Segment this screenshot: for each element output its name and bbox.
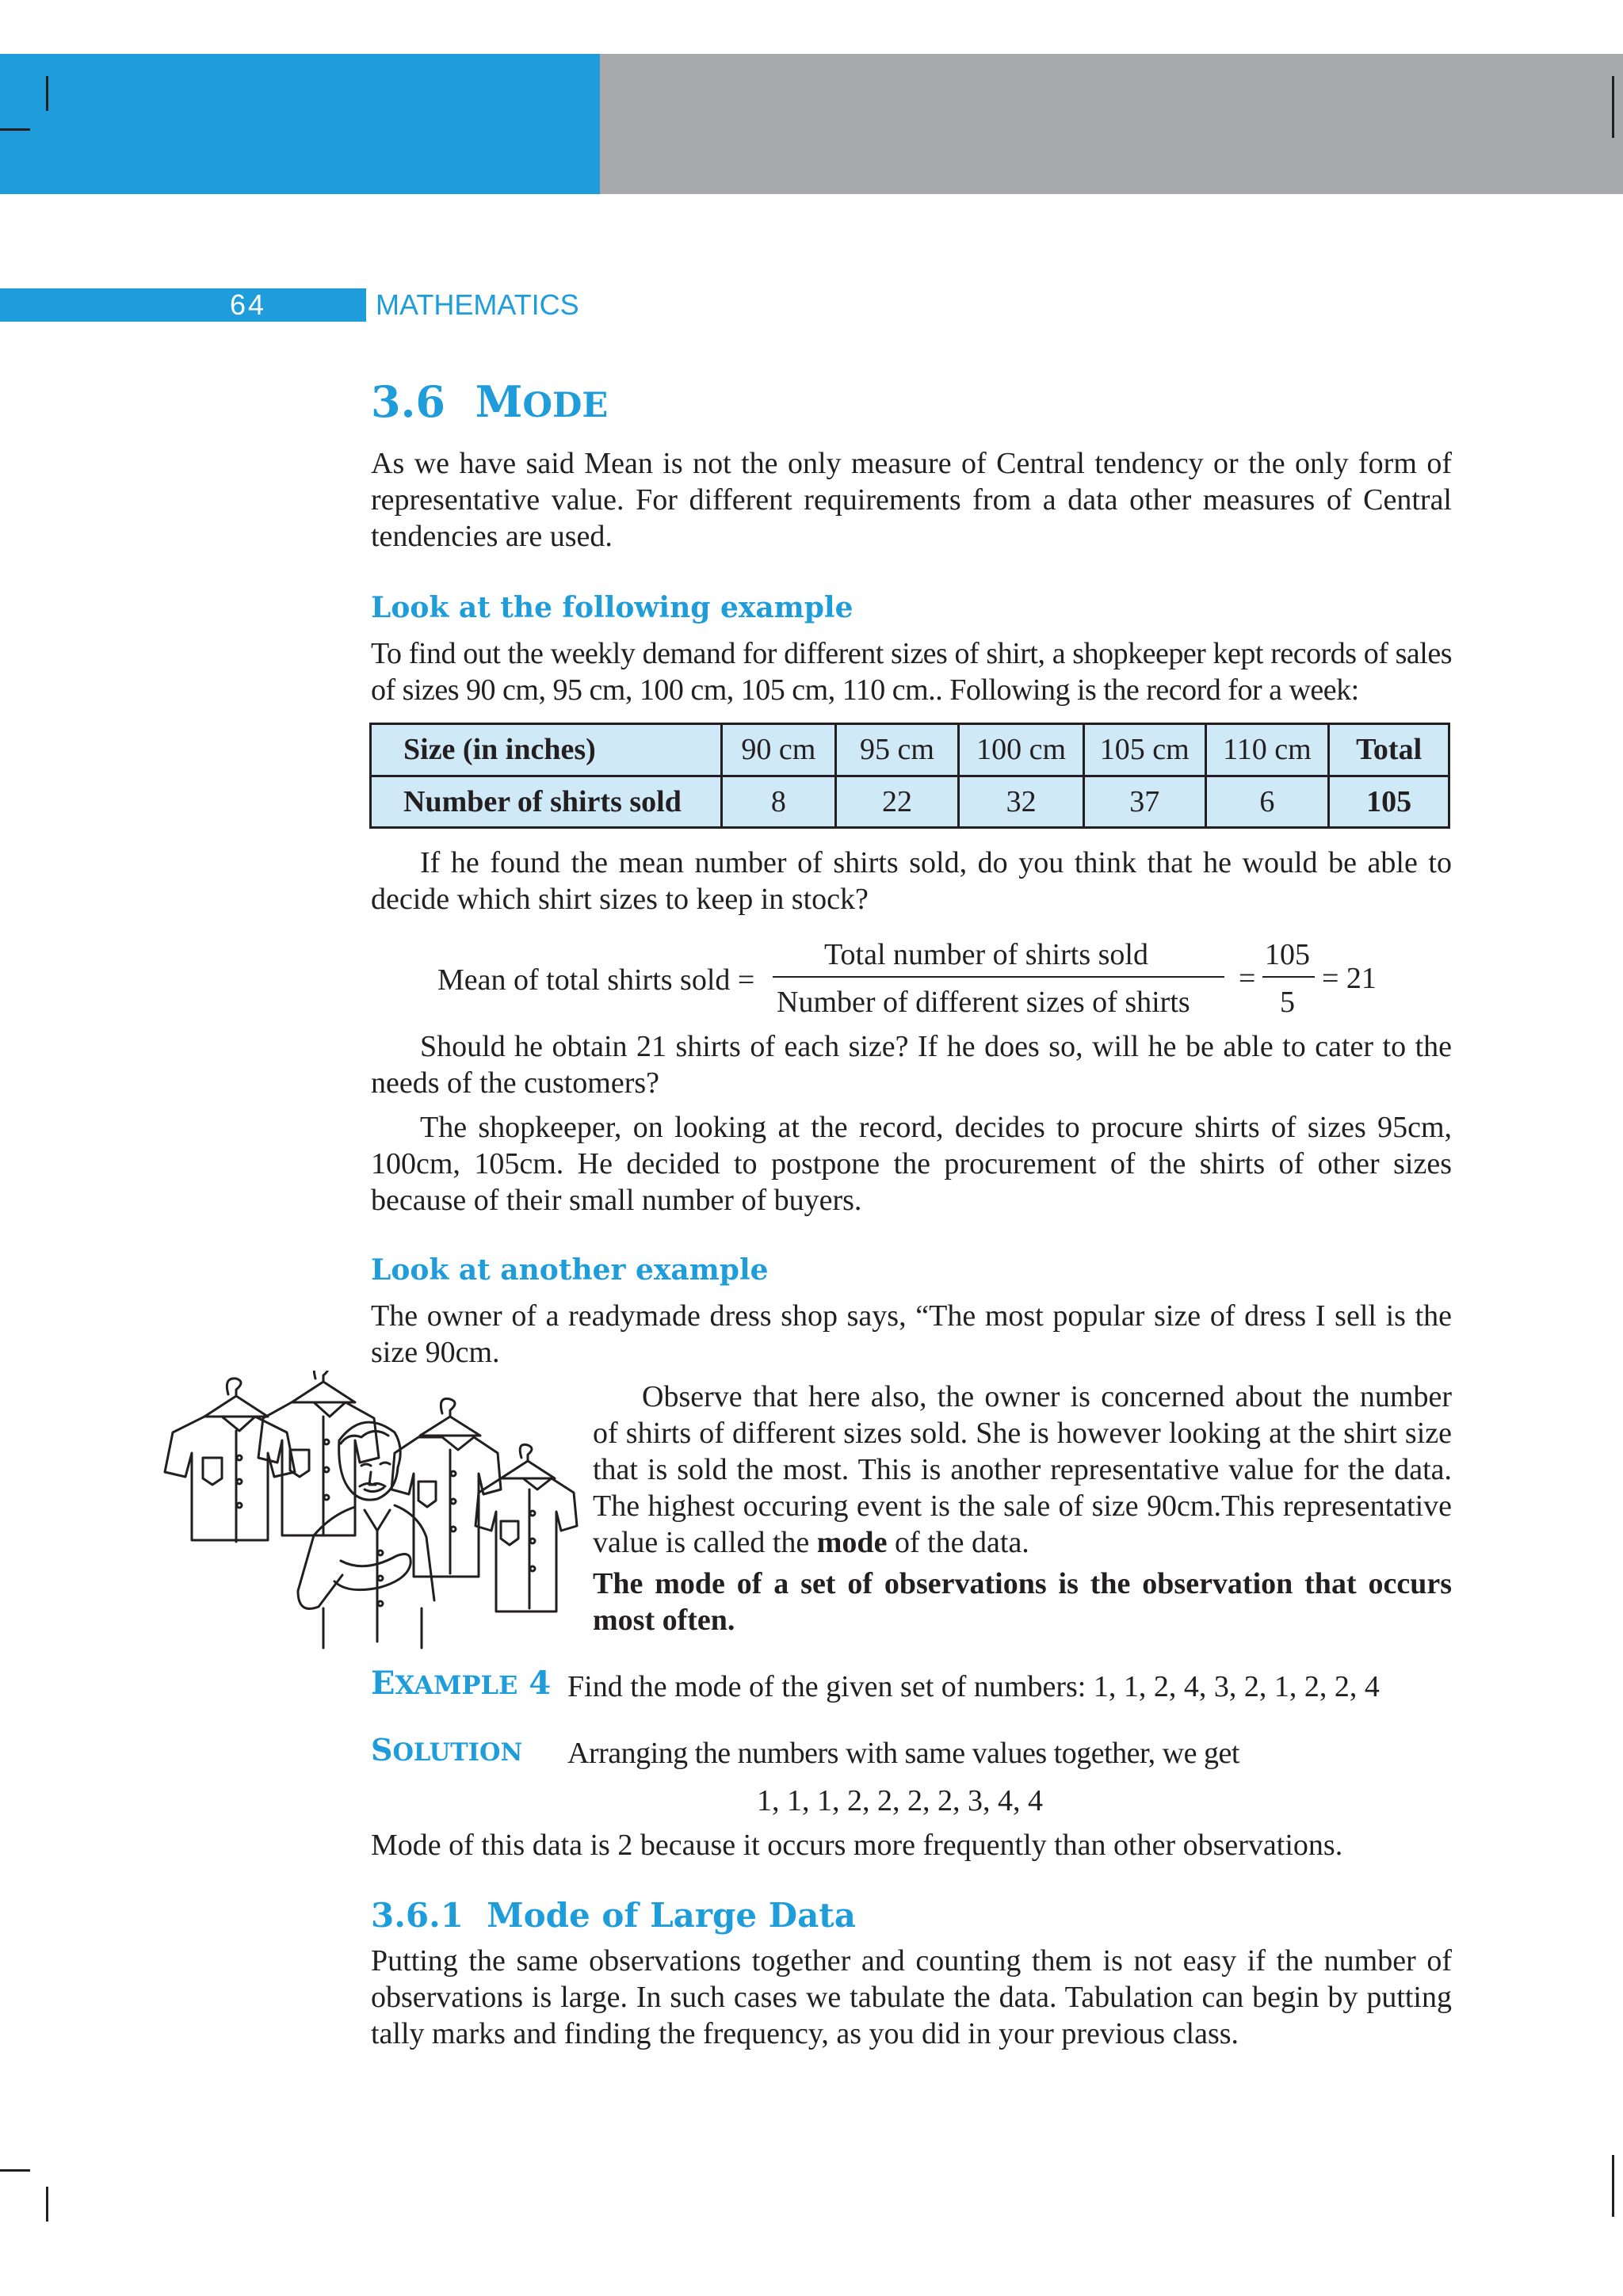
shopkeeper-paragraph: The shopkeeper, on looking at the record, decides to procure shirts of sizes 95cm, 100cm, 105cm. He decided to postpone the procurement of the shirts of other sizes because of their small number of buyers. xyxy=(371,1111,1452,1217)
equation-den2: 5 xyxy=(1280,986,1295,1019)
table-cell: 6 xyxy=(1205,776,1329,828)
mode-term: mode xyxy=(816,1526,888,1559)
section-heading xyxy=(371,374,608,433)
table-cell: 32 xyxy=(959,776,1084,828)
table-cell: 8 xyxy=(722,776,836,828)
example4-number: 4 xyxy=(529,1665,552,1702)
table-cell: 105 cm xyxy=(1083,724,1205,776)
subsection-paragraph: Putting the same observations together and counting them is not easy if the number of observations is large. In such cases we tabulate the data. Tabulation can begin by putting tally marks and finding the frequency, as you did in your previous class. xyxy=(371,1944,1452,2050)
equation-numerator: Total number of shirts sold xyxy=(824,938,1148,971)
crop-mark xyxy=(1612,2155,1614,2217)
equation-equals: = xyxy=(1239,962,1256,995)
subsection-heading: 3.6.1 Mode of Large Data xyxy=(371,1896,856,1935)
example2-heading: Look at another example xyxy=(371,1253,769,1287)
table-cell: 100 cm xyxy=(959,724,1084,776)
table-cell: 105 xyxy=(1329,776,1449,828)
crop-mark xyxy=(0,128,30,131)
solution-label xyxy=(371,1732,522,1771)
observe-text: Observe that here also, the owner is concerned about the number of shirts of different sizes sold. She is however looking at the shirt size that is sold the most. This is another representative value for the data. The highest occuring event is the sale of size 90cm.This representative value is called the xyxy=(593,1380,1452,1559)
top-banner-grey xyxy=(600,54,1623,194)
table-cell: 37 xyxy=(1083,776,1205,828)
table-row xyxy=(371,724,1449,776)
solution-label-rest: OLUTION xyxy=(392,1738,523,1767)
table-cell: 95 cm xyxy=(835,724,959,776)
example4-label-rest: XAMPLE xyxy=(395,1670,518,1700)
table-row xyxy=(371,776,1449,828)
solution-label-first: S xyxy=(371,1732,393,1768)
example2-paragraph: The owner of a readymade dress shop says, “The most popular size of dress I sell is the size 90cm. xyxy=(371,1299,1452,1369)
running-title: MATHEMATICS xyxy=(376,288,579,321)
table-cell: 22 xyxy=(835,776,959,828)
equation-result: = 21 xyxy=(1322,962,1377,995)
paragraph-21-shirts: Should he obtain 21 shirts of each size? If he does so, will he be able to cater to the needs of the customers? xyxy=(371,1030,1452,1100)
section-number: 3.6 xyxy=(371,376,445,427)
shopkeeper-illustration xyxy=(157,1371,601,1653)
intro-paragraph: As we have said Mean is not the only measure of Central tendency or the only form of representative value. For different requirements from a data other measures of Central tendencies are used. xyxy=(371,447,1452,553)
shirt-sales-table xyxy=(369,723,1450,829)
solution-text: Arranging the numbers with same values together, we get xyxy=(567,1737,1239,1770)
example4-label xyxy=(371,1665,551,1703)
section-title-rest: ODE xyxy=(522,385,609,425)
fraction-bar xyxy=(773,976,1224,978)
table-cell: Number of shirts sold xyxy=(371,776,722,828)
equation-num2: 105 xyxy=(1265,938,1310,971)
top-banner-blue xyxy=(0,54,600,194)
mode-definition: The mode of a set of observations is the observation that occurs most often. xyxy=(593,1567,1452,1637)
table-cell: Size (in inches) xyxy=(371,724,722,776)
observe-paragraph xyxy=(593,1379,1452,1561)
mean-question-paragraph: If he found the mean number of shirts sold, do you think that he would be able to decide which shirt sizes to keep in stock? xyxy=(371,846,1452,916)
equation-lhs: Mean of total shirts sold = xyxy=(437,963,755,997)
crop-mark xyxy=(46,2187,48,2222)
section-title-first: M xyxy=(475,376,523,427)
table-cell: 110 cm xyxy=(1205,724,1329,776)
solution-conclusion: Mode of this data is 2 because it occurs more frequently than other observations. xyxy=(371,1829,1343,1862)
table-cell: 90 cm xyxy=(722,724,836,776)
crop-mark xyxy=(46,76,48,111)
table-cell: Total xyxy=(1329,724,1449,776)
crop-mark xyxy=(0,2169,30,2172)
example1-heading: Look at the following example xyxy=(371,591,854,624)
example4-question: Find the mode of the given set of numbers: 1, 1, 2, 4, 3, 2, 1, 2, 2, 4 xyxy=(567,1670,1380,1703)
example1-paragraph: To find out the weekly demand for different sizes of shirt, a shopkeeper kept records of sales of sizes 90 cm, 95 cm, 100 cm, 105 cm, 110 cm.. Following is the record for a week: xyxy=(371,637,1452,707)
page-number: 64 xyxy=(230,288,267,321)
fraction-bar xyxy=(1262,976,1315,978)
example4-label-first: E xyxy=(371,1665,395,1702)
solution-arranged-numbers: 1, 1, 1, 2, 2, 2, 2, 3, 4, 4 xyxy=(757,1784,1043,1817)
crop-mark xyxy=(1612,76,1614,138)
equation-denominator: Number of different sizes of shirts xyxy=(777,986,1190,1019)
observe-text-end: of the data. xyxy=(894,1526,1029,1559)
header-bar xyxy=(0,288,366,322)
